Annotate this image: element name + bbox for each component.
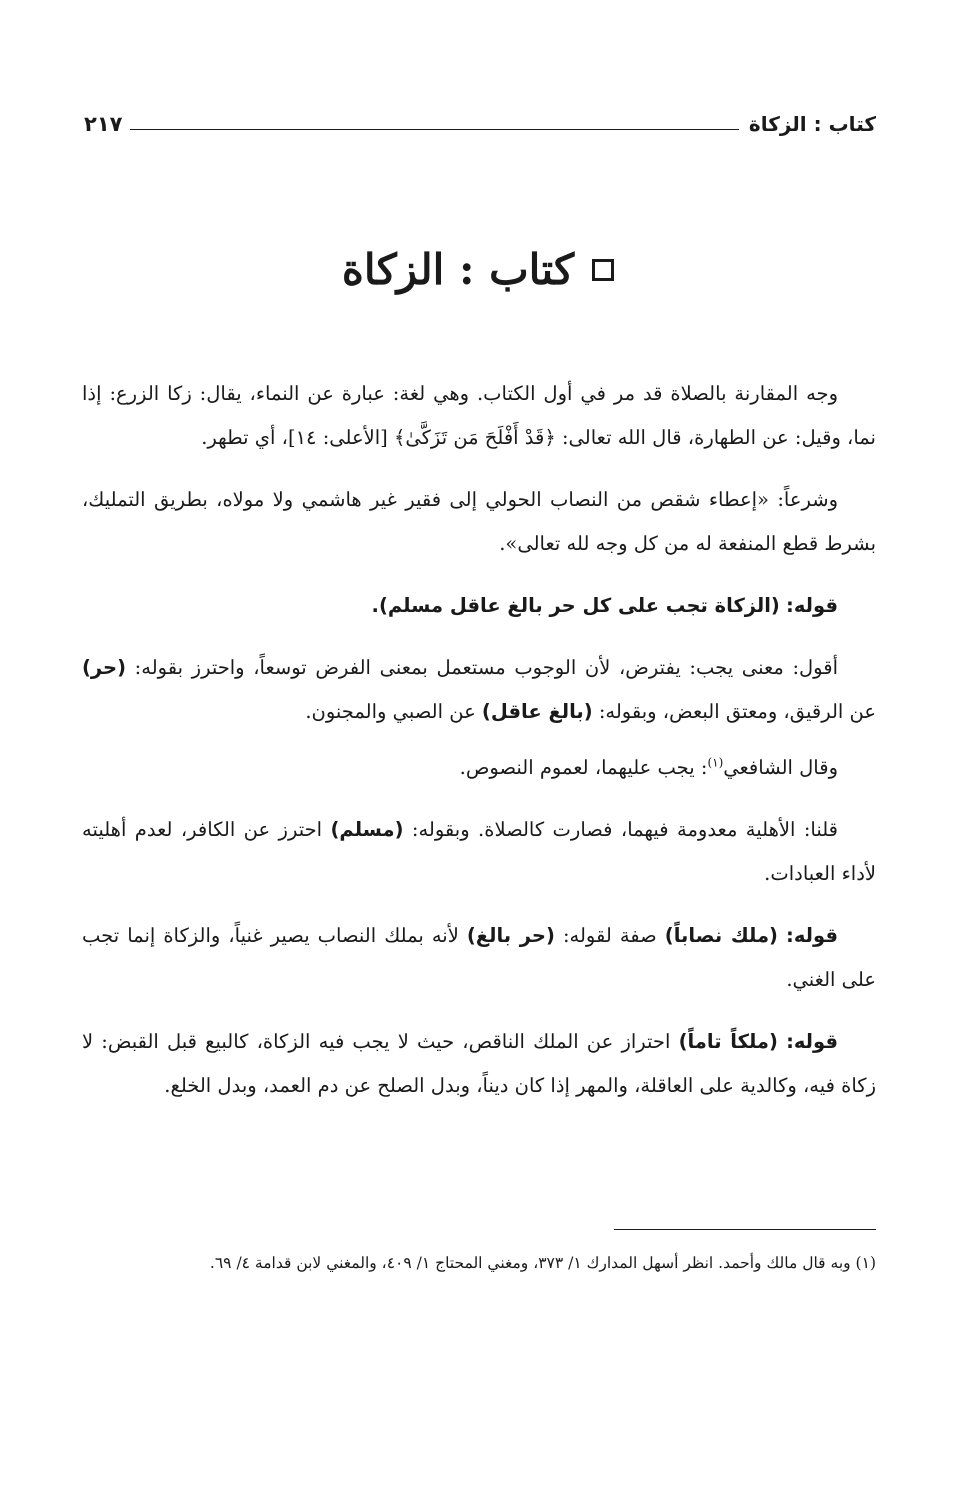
bold-term: (مسلم) [330,818,404,841]
paragraph-quote-2 [82,914,876,1002]
footnote-ref[interactable]: (١) [707,755,724,770]
paragraph-definition-sharia: وشرعاً: «إعطاء شقص من النصاب الحولي إلى فقير غير هاشمي ولا مولاه، بطريق التمليك، بشرط قطع المنفعة له من كل وجه لله تعالى». [82,488,876,555]
footnote-1: (١) وبه قال مالك وأحمد. انظر أسهل المدارك ١/ ٣٧٣، ومغني المحتاج ١/ ٤٠٩، والمغني لابن قدامة ٤/ ٦٩. [209,1254,876,1272]
paragraph-definition-language: وجه المقارنة بالصلاة قد مر في أول الكتاب. وهي لغة: عبارة عن النماء، يقال: زكا الزرع: إذا نما، وقيل: عن الطهارة، قال الله تعالى: ﴿قَدْ أَفْلَحَ مَن تَزَكَّىٰ﴾ [الأعلى: ١٤]، أي تطهر. [82,382,876,449]
text-run: لأنه بملك النصاب يصير غنياً، والزكاة إنما تجب على الغني. [82,924,876,991]
main-text [82,372,876,1126]
bold-term: (حر بالغ) [466,924,555,947]
square-bullet-icon [592,259,614,281]
text-run: : يجب عليهما، لعموم النصوص. [459,756,708,779]
text-run: عن الصبي والمجنون. [305,700,476,723]
bold-term: (بالغ عاقل) [481,700,593,723]
paragraph-quote-3 [82,1020,876,1108]
chapter-title-line [342,245,614,294]
paragraph-quote-1 [82,584,876,628]
chapter-heading [0,245,956,294]
paragraph-response [82,808,876,896]
page-number: ٢١٧ [84,112,123,136]
text-run: وقال الشافعي [723,756,838,779]
chapter-title: كتاب : الزكاة [341,245,575,294]
quote-label: قوله: [786,594,838,617]
running-title: كتاب : الزكاة [748,112,876,136]
quote-label: قوله: [786,1030,839,1053]
bold-term: (حر) [82,656,127,679]
paragraph-commentary-1 [82,646,876,734]
bold-term: (ملكاً تاماً) [678,1030,778,1053]
text-run: صفة لقوله: [562,924,657,947]
header-rule [130,129,738,130]
running-header [84,104,876,136]
paragraph-shafii [82,746,876,790]
footnotes [82,1244,876,1282]
footnote-separator [614,1229,876,1230]
text-run: احتراز عن الملك الناقص، حيث لا يجب فيه الزكاة، كالبيع قبل القبض: لا زكاة فيه، وكالدية على العاقلة، والمهر إذا كان ديناً، وبدل الصلح عن دم العمد، وبدل الخلع. [82,1030,876,1097]
bold-term: (ملك نصاباً) [664,924,778,947]
quote-text: (الزكاة تجب على كل حر بالغ عاقل مسلم). [371,594,780,617]
text-run: قلنا: الأهلية معدومة فيهما، فصارت كالصلاة. وبقوله: [411,818,838,841]
text-run: عن الرقيق، ومعتق البعض، وبقوله: [598,700,876,723]
text-run: أقول: معنى يجب: يفترض، لأن الوجوب مستعمل بمعنى الفرض توسعاً، واحترز بقوله: [134,656,839,679]
quote-label: قوله: [786,924,838,947]
text-run: احترز عن الكافر، لعدم أهليته لأداء العبادات. [82,818,876,885]
